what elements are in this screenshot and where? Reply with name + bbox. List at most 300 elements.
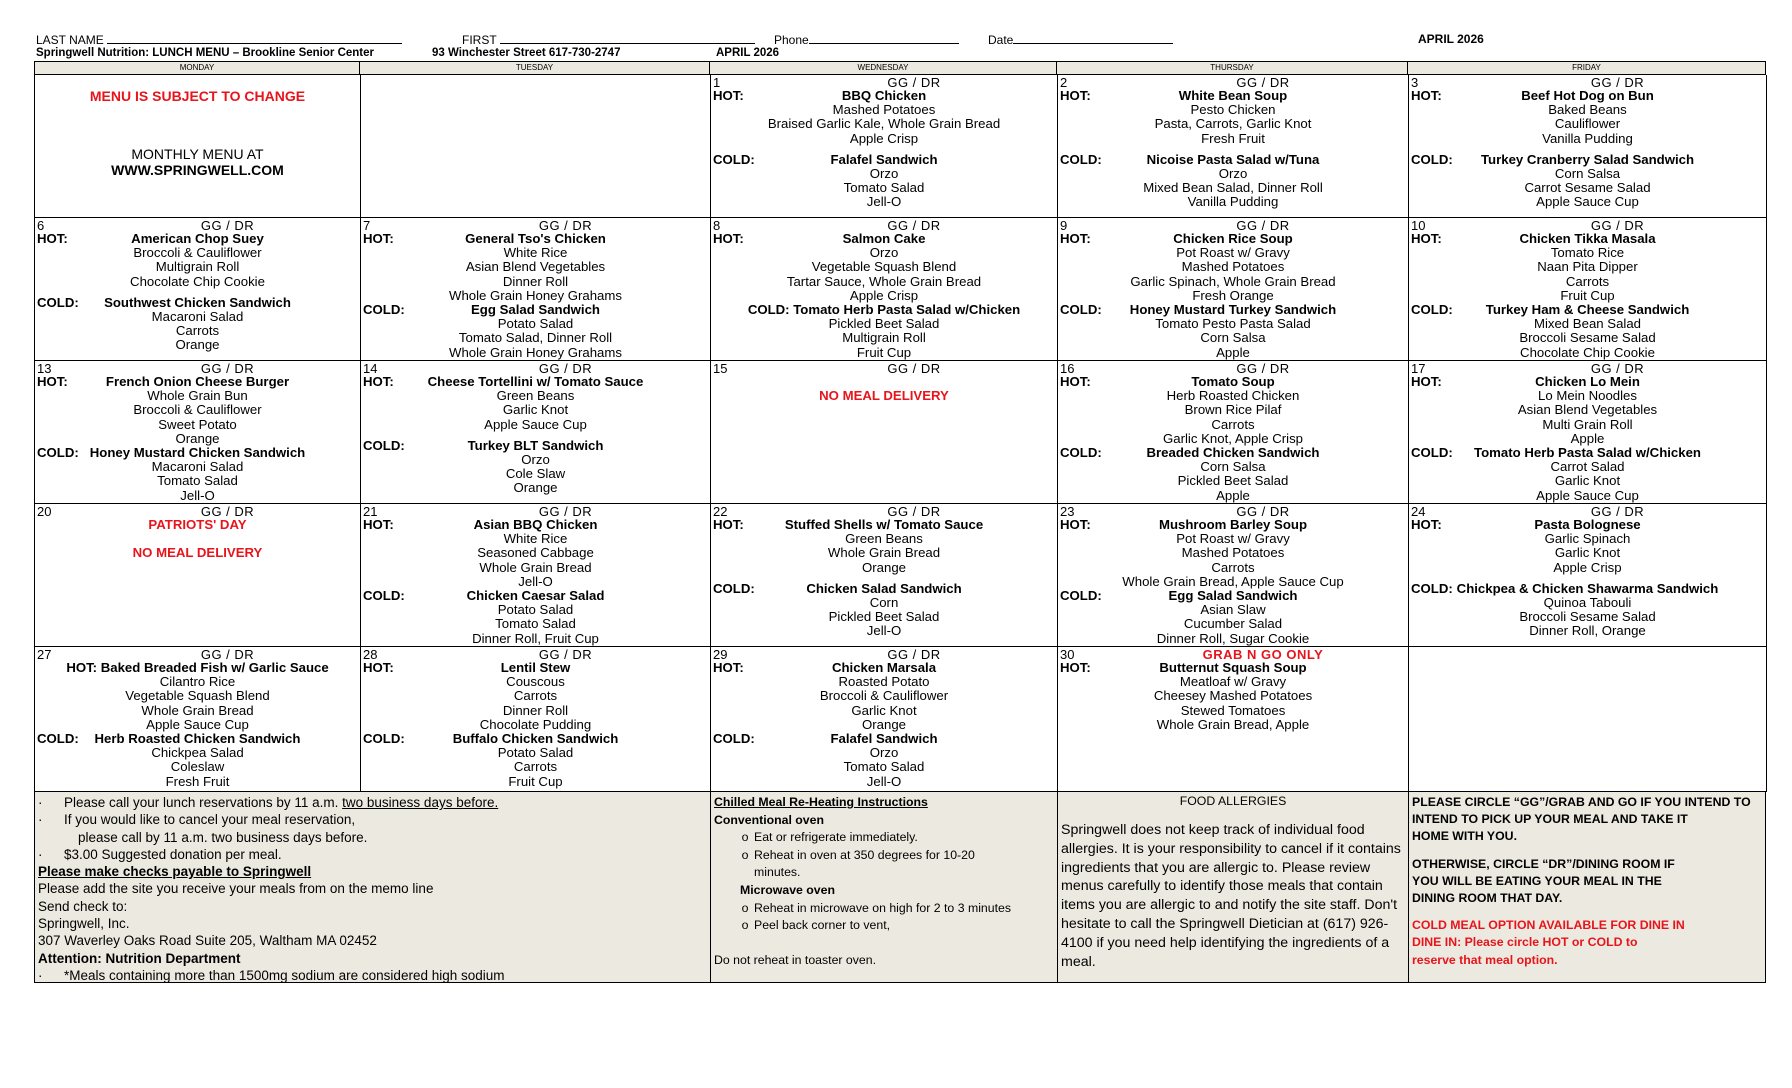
gg-dr-selector[interactable]: GG / DR	[1236, 75, 1290, 90]
menu-items	[361, 518, 710, 646]
menu-item	[711, 596, 1057, 610]
menu-item	[1409, 167, 1766, 181]
day-number: 3	[1411, 75, 1419, 90]
menu-item-text: Corn Salsa	[1200, 330, 1266, 346]
hot-label[interactable]: HOT:	[713, 88, 744, 103]
cold-label[interactable]: COLD:	[37, 294, 79, 310]
first-name-field[interactable]	[462, 32, 755, 47]
menu-item-text: Pickled Beet Salad	[1177, 473, 1289, 489]
menu-item	[1409, 132, 1766, 146]
cold-label[interactable]: COLD:	[713, 730, 755, 746]
day-cell-thursday	[1058, 218, 1409, 361]
menu-item	[361, 260, 710, 274]
menu-item	[711, 675, 1057, 689]
menu-items	[1409, 375, 1766, 503]
menu-item	[1058, 418, 1408, 432]
gg-dr-selector[interactable]: GG / DR	[538, 504, 593, 519]
hot-entree	[711, 518, 1057, 532]
menu-item-text: Falafel Sandwich	[830, 151, 938, 167]
gg-dr-selector[interactable]: GG / DR	[200, 361, 255, 376]
hot-entree	[1409, 89, 1766, 103]
menu-item-text: Sweet Potato	[158, 416, 237, 432]
attention-line: Attention: Nutrition Department	[38, 950, 241, 966]
menu-item	[35, 746, 360, 760]
menu-item	[711, 117, 1057, 131]
menu-item-text: Carrots	[1211, 416, 1255, 432]
menu-item-text: Orange	[862, 559, 906, 575]
menu-item-text: Vegetable Squash Blend	[125, 688, 270, 704]
hot-label[interactable]: HOT:	[713, 231, 744, 246]
hot-entree	[711, 89, 1057, 103]
day-cell-tuesday	[361, 218, 711, 361]
hot-entree	[1058, 375, 1408, 389]
menu-item-text: Orange	[862, 716, 906, 732]
menu-item-text: Cheese Tortellini w/ Tomato Sauce	[427, 374, 644, 389]
menu-item-text: Chocolate Chip Cookie	[1520, 344, 1655, 360]
menu-item-text: Orange	[175, 337, 220, 353]
menu-item	[711, 181, 1057, 195]
cold-label[interactable]: COLD:	[713, 151, 755, 167]
cold-label[interactable]: COLD:	[1411, 444, 1453, 460]
menu-item-text: Chicken Marsala	[831, 660, 937, 675]
menu-item-text: Carrots	[513, 688, 558, 704]
menu-item-text: Salmon Cake	[842, 231, 926, 246]
menu-item	[361, 617, 710, 631]
circle-dr-line-2: YOU WILL BE EATING YOUR MEAL IN THE	[1412, 873, 1662, 888]
day-number: 24	[1411, 504, 1426, 519]
cold-label[interactable]: COLD:	[363, 730, 405, 746]
day-number: 2	[1060, 75, 1068, 90]
gg-dr-selector[interactable]: GG / DR	[200, 647, 255, 662]
menu-item-text: Tartar Sauce, Whole Grain Bread	[786, 273, 982, 289]
first-name-line[interactable]	[500, 32, 755, 44]
menu-item-text: Broccoli & Cauliflower	[133, 245, 262, 261]
weekday-header-row	[34, 62, 1766, 75]
menu-item	[1058, 181, 1408, 195]
menu-item	[1058, 460, 1408, 474]
date-line[interactable]	[1013, 32, 1173, 44]
menu-item-text: Turkey Ham & Cheese Sandwich	[1485, 301, 1690, 317]
gg-dr-selector[interactable]: GG / DR	[1236, 218, 1290, 233]
menu-item-text: Multigrain Roll	[842, 330, 926, 346]
day-number: 16	[1060, 361, 1075, 376]
menu-item-text: Tomato Soup	[1191, 374, 1275, 389]
footer-info-panel	[34, 792, 1766, 983]
menu-item	[1409, 489, 1766, 503]
menu-item-text: Chicken Rice Soup	[1173, 231, 1293, 246]
menu-item	[361, 746, 710, 760]
hot-entree	[361, 518, 710, 532]
menu-item-text: Dinner Roll	[502, 702, 569, 718]
cold-entree	[1058, 446, 1408, 460]
first-name-label: FIRST	[462, 33, 497, 47]
day-number: 23	[1060, 504, 1075, 519]
menu-item-text: Pot Roast w/ Gravy	[1176, 531, 1290, 547]
menu-item-text: Potato Salad	[497, 745, 574, 761]
menu-item	[711, 167, 1057, 181]
circle-dr-line-1: OTHERWISE, CIRCLE “DR”/DINING ROOM IF	[1412, 856, 1675, 871]
hot-label[interactable]: HOT:	[1060, 88, 1091, 103]
toaster-warning: Do not reheat in toaster oven.	[714, 952, 877, 967]
hot-entree	[1058, 89, 1408, 103]
menu-item	[1058, 474, 1408, 488]
menu-item	[361, 546, 710, 560]
gg-dr-selector[interactable]: GG / DR	[1236, 361, 1290, 376]
cold-entree	[1058, 589, 1408, 603]
hot-label[interactable]: HOT:	[713, 660, 744, 675]
menu-item	[35, 338, 360, 352]
month-label: APRIL 2026	[716, 47, 780, 59]
menu-item-text: Potato Salad	[497, 316, 574, 332]
menu-item-text: Jell-O	[866, 194, 902, 210]
menu-item	[1058, 246, 1408, 260]
menu-item-text: Dinner Roll, Fruit Cup	[472, 630, 599, 646]
hot-label[interactable]: HOT:	[1060, 660, 1091, 675]
menu-item	[1058, 331, 1408, 345]
menu-item-text: Mashed Potatoes	[1181, 545, 1285, 561]
gg-dr-selector[interactable]: GG / DR	[887, 647, 941, 662]
menu-item-text: Broccoli & Cauliflower	[819, 688, 949, 704]
menu-item	[1058, 603, 1408, 617]
hot-label[interactable]: HOT:	[1411, 231, 1442, 246]
menu-item	[711, 317, 1057, 331]
menu-item-text: Asian Blend Vegetables	[465, 259, 606, 275]
menu-item-text: Cilantro Rice	[159, 674, 236, 690]
menu-item-text: Stuffed Shells w/ Tomato Sauce	[784, 517, 984, 532]
hot-label[interactable]: HOT:	[363, 231, 394, 246]
menu-items	[1058, 232, 1408, 360]
last-name-line[interactable]	[107, 32, 402, 44]
menu-item-text: Vanilla Pudding	[1187, 194, 1279, 210]
day-number: 15	[713, 361, 728, 376]
menu-item	[1058, 704, 1408, 718]
phone-line[interactable]	[809, 32, 959, 44]
day-number: 8	[713, 218, 721, 233]
cancel-deadline-text: please call by 11 a.m. two business days before.	[78, 829, 368, 845]
menu-item	[361, 346, 710, 360]
menu-item-text: Green Beans	[496, 388, 575, 404]
menu-item-text: Mixed Bean Salad, Dinner Roll	[1143, 180, 1323, 196]
menu-item	[361, 331, 710, 345]
hot-label[interactable]: HOT:	[1411, 88, 1442, 103]
menu-item	[1058, 117, 1408, 131]
day-header-wednesday: WEDNESDAY	[710, 62, 1057, 74]
menu-item	[1058, 432, 1408, 446]
menu-item-text: Honey Mustard Chicken Sandwich	[89, 444, 306, 460]
menu-item-text: Stewed Tomatoes	[1180, 702, 1286, 718]
cold-label[interactable]: COLD:	[37, 444, 79, 460]
gg-dr-selector[interactable]: GG / DR	[1236, 504, 1290, 519]
menu-item-text: Carrots	[1211, 559, 1255, 575]
menu-item-text: Buffalo Chicken Sandwich	[452, 730, 619, 746]
menu-item-text: Fruit Cup	[508, 773, 563, 789]
circle-gg-line-3: HOME WITH YOU.	[1412, 829, 1517, 844]
menu-item-text: Asian BBQ Chicken	[473, 517, 598, 532]
hot-label[interactable]: HOT:	[37, 231, 68, 246]
website-link[interactable]: WWW.SPRINGWELL.COM	[111, 162, 284, 178]
cold-entree	[361, 303, 710, 317]
menu-items	[1409, 232, 1766, 360]
menu-item-text: Couscous	[506, 674, 565, 690]
menu-item-text: Whole Grain Bread	[479, 559, 592, 575]
day-header-friday: FRIDAY	[1408, 62, 1766, 74]
menu-item	[1058, 675, 1408, 689]
day-number: 1	[713, 75, 721, 90]
phone-field[interactable]	[774, 32, 959, 47]
gg-dr-selector[interactable]: GG / DR	[200, 218, 255, 233]
menu-item	[35, 704, 360, 718]
gg-dr-selector[interactable]: GG / DR	[538, 361, 593, 376]
menu-item	[361, 389, 710, 403]
menu-item-text: Fresh Fruit	[1201, 130, 1265, 146]
hot-entree	[35, 232, 360, 246]
menu-item-text: Braised Garlic Kale, Whole Grain Bread	[767, 116, 1001, 132]
hot-entree	[361, 375, 710, 389]
gg-dr-selector[interactable]: GG / DR	[1590, 361, 1645, 376]
cold-label[interactable]: COLD:	[37, 730, 79, 746]
menu-item	[361, 632, 710, 646]
hot-label[interactable]: HOT:	[713, 517, 744, 532]
menu-items	[361, 232, 710, 360]
menu-item	[1409, 246, 1766, 260]
menu-item	[35, 474, 360, 488]
menu-item	[361, 704, 710, 718]
menu-item	[1409, 317, 1766, 331]
menu-item	[711, 260, 1057, 274]
hot-label[interactable]: HOT:	[1060, 231, 1091, 246]
org-address: 307 Waverley Oaks Road Suite 205, Waltham MA 02452	[38, 933, 377, 949]
hot-entree	[361, 661, 710, 675]
holiday-label: PATRIOTS' DAY	[148, 517, 247, 532]
micro-step-1: Reheat in microwave on high for 2 to 3 minutes	[754, 900, 1012, 915]
cold-label[interactable]: COLD:	[363, 301, 405, 317]
day-number: 28	[363, 647, 378, 662]
hot-label[interactable]: HOT:	[1060, 517, 1091, 532]
gg-dr-selector[interactable]: GG / DR	[887, 75, 941, 90]
cold-label[interactable]: COLD:	[1060, 301, 1102, 317]
last-name-field[interactable]	[36, 32, 402, 47]
menu-item-text: Pasta Bolognese	[1534, 517, 1641, 532]
menu-item-text: Apple Sauce Cup	[1536, 194, 1639, 210]
hot-label[interactable]: HOT:	[1411, 517, 1442, 532]
menu-item-text: Lentil Stew	[500, 660, 571, 675]
menu-item-text: Apple	[1570, 430, 1605, 446]
cancel-info-text: If you would like to cancel your meal reservation,	[64, 812, 356, 828]
menu-item-text: Pot Roast w/ Gravy	[1176, 245, 1290, 261]
menu-item-text: Orange	[513, 480, 558, 496]
gg-dr-selector[interactable]: GG / DR	[887, 361, 941, 376]
cold-label[interactable]: COLD:	[1060, 444, 1102, 460]
menu-item-text: Orange	[175, 430, 220, 446]
menu-item	[711, 132, 1057, 146]
hot-entree	[1058, 232, 1408, 246]
day-cell-tuesday	[361, 647, 711, 792]
menu-item-text: Chocolate Chip Cookie	[130, 273, 265, 289]
menu-item	[1409, 610, 1766, 624]
gg-dr-selector[interactable]: GG / DR	[1590, 75, 1645, 90]
circle-bullet-icon: o	[741, 847, 749, 862]
menu-items	[35, 661, 360, 789]
conv-step-2: Reheat in oven at 350 degrees for 10-20	[754, 847, 975, 862]
menu-item-text: Tomato Salad	[843, 759, 925, 775]
menu-item	[35, 418, 360, 432]
org-line: Springwell Nutrition: LUNCH MENU – Brookline Senior Center	[36, 47, 374, 59]
day-number: 30	[1060, 647, 1075, 662]
menu-item-text: Apple Crisp	[1553, 559, 1622, 575]
cold-label[interactable]: COLD:	[1060, 587, 1102, 603]
menu-item	[1058, 546, 1408, 560]
menu-item	[35, 760, 360, 774]
cold-entree	[35, 732, 360, 746]
menu-item-text: Whole Grain Bread	[827, 545, 941, 561]
menu-item-text: Orzo	[1218, 165, 1248, 181]
menu-item	[1409, 389, 1766, 403]
menu-item	[361, 760, 710, 774]
hot-label[interactable]: HOT:	[363, 374, 394, 389]
monthly-menu-label: MONTHLY MENU AT	[131, 146, 264, 162]
gg-dr-selector[interactable]: GG / DR	[1590, 504, 1645, 519]
micro-step-2: Peel back corner to vent,	[754, 918, 891, 933]
menu-item	[35, 775, 360, 789]
menu-item	[1058, 561, 1408, 575]
menu-item	[361, 718, 710, 732]
menu-item-text: BBQ Chicken	[841, 88, 927, 103]
hot-label[interactable]: HOT:	[1060, 374, 1091, 389]
menu-item-text: Quinoa Tabouli	[1543, 594, 1632, 610]
menu-item	[35, 310, 360, 324]
menu-item	[1409, 546, 1766, 560]
menu-item-text: Herb Roasted Chicken	[1166, 388, 1300, 404]
cold-entree	[711, 732, 1057, 746]
day-number: 9	[1060, 218, 1068, 233]
menu-item-text: Roasted Potato	[838, 674, 930, 690]
day-number: 13	[37, 361, 52, 376]
menu-item-text: White Rice	[503, 531, 568, 547]
gg-dr-selector[interactable]: GG / DR	[200, 504, 255, 519]
menu-items	[361, 375, 710, 496]
menu-item	[711, 532, 1057, 546]
hot-label[interactable]: HOT:	[363, 660, 394, 675]
menu-item	[361, 403, 710, 417]
cold-label[interactable]: COLD:	[1411, 580, 1453, 596]
menu-item	[1409, 474, 1766, 488]
menu-item	[361, 289, 710, 303]
hot-label[interactable]: HOT:	[1411, 374, 1442, 389]
menu-item	[361, 453, 710, 467]
hot-entree	[1058, 518, 1408, 532]
menu-items	[711, 89, 1057, 210]
hot-entree	[1409, 518, 1766, 532]
day-cell-wednesday	[711, 504, 1058, 647]
cold-label[interactable]: COLD:	[713, 580, 755, 596]
cold-entree	[35, 446, 360, 460]
date-field[interactable]	[988, 32, 1173, 47]
menu-item-text: Coleslaw	[170, 759, 225, 775]
cold-entree	[1058, 303, 1408, 317]
menu-item-text: Multi Grain Roll	[1542, 416, 1633, 432]
hot-entree	[361, 232, 710, 246]
day-number: 7	[363, 218, 371, 233]
menu-item-text: Corn Salsa	[1554, 165, 1621, 181]
menu-item-text: Chickpea & Chicken Shawarma Sandwich	[1456, 580, 1719, 596]
menu-item	[35, 403, 360, 417]
menu-item	[361, 603, 710, 617]
gg-dr-selector[interactable]: GG / DR	[1590, 218, 1645, 233]
hot-label[interactable]: HOT:	[363, 517, 394, 532]
cold-label[interactable]: COLD:	[1060, 151, 1102, 167]
menu-item-text: Lo Mein Noodles	[1538, 388, 1637, 404]
menu-item-text: Garlic Spinach, Whole Grain Bread	[1130, 273, 1336, 289]
day-cell-wednesday	[711, 218, 1058, 361]
hot-label[interactable]: HOT:	[37, 374, 68, 389]
circle-bullet-icon: o	[741, 830, 749, 845]
menu-item-text: Chocolate Pudding	[479, 716, 592, 732]
menu-item-text: Multigrain Roll	[155, 259, 240, 275]
menu-item-text: Apple Sauce Cup	[146, 716, 249, 732]
menu-item	[1058, 289, 1408, 303]
menu-items	[711, 232, 1057, 360]
menu-item-text: Dinner Roll, Sugar Cookie	[1156, 630, 1310, 646]
reservation-info: · Please call your lunch reservations by 11 a.m. two business days before. · If you would like to cancel your meal reservation, please call by 11 a.m. two business days before. · $3.00 Suggested donation per meal. Please make checks payable to Springwell Please add the site you receive your meals from on the memo line Send check to: Springwell, Inc. 307 Waverley Oaks Road Suite 205, Waltham MA 02452 Attention: Nutrition Department · *Meals containing more than 1500mg sodium are considered high sodium	[35, 792, 711, 982]
gg-dr-selector[interactable]: GG / DR	[887, 218, 941, 233]
day-cell-friday	[1409, 75, 1767, 218]
gg-dr-selector[interactable]: GG / DR	[538, 218, 593, 233]
menu-item	[711, 704, 1057, 718]
day-cell-friday	[1409, 218, 1767, 361]
menu-item-text: Dinner Roll	[502, 273, 569, 289]
menu-item-text: Garlic Knot	[502, 402, 569, 418]
menu-item-text: Tomato Salad, Dinner Roll	[458, 330, 613, 346]
day-cell-wednesday	[711, 75, 1058, 218]
menu-item	[1058, 346, 1408, 360]
gg-dr-selector[interactable]: GG / DR	[887, 504, 941, 519]
menu-item-text: Garlic Knot	[1554, 545, 1621, 561]
menu-item	[1409, 331, 1766, 345]
day-cell-thursday	[1058, 647, 1409, 792]
cold-label[interactable]: COLD:	[363, 437, 405, 453]
menu-item-text: Falafel Sandwich	[830, 730, 938, 746]
day-cell-thursday	[1058, 361, 1409, 504]
cold-label[interactable]: COLD:	[363, 587, 405, 603]
menu-item	[1058, 403, 1408, 417]
day-cell-monday	[35, 75, 361, 218]
day-number: 27	[37, 647, 52, 662]
menu-item	[1409, 403, 1766, 417]
day-header-thursday: THURSDAY	[1057, 62, 1408, 74]
menu-item	[711, 718, 1057, 732]
cold-label[interactable]: COLD:	[1411, 151, 1453, 167]
menu-item-text: Orzo	[869, 165, 899, 181]
circle-dr-line-3: DINING ROOM THAT DAY.	[1412, 891, 1563, 906]
day-cell-tuesday	[361, 504, 711, 647]
menu-item	[1409, 432, 1766, 446]
menu-item	[1058, 617, 1408, 631]
conv-step-2-cont: minutes.	[754, 865, 801, 880]
menu-item-text: Whole Grain Bread, Apple	[1156, 716, 1310, 732]
microwave-heading: Microwave oven	[740, 882, 835, 897]
circle-bullet-icon: o	[741, 900, 749, 915]
menu-item	[361, 418, 710, 432]
menu-item-text: Turkey BLT Sandwich	[467, 437, 604, 453]
menu-item-text: Tomato Rice	[1550, 245, 1625, 261]
site-address: 93 Winchester Street 617-730-2747	[432, 47, 621, 59]
cold-label[interactable]: COLD:	[1411, 301, 1453, 317]
menu-item	[711, 775, 1057, 789]
gg-dr-selector[interactable]: GG / DR	[538, 647, 593, 662]
menu-item-text: Southwest Chicken Sandwich	[104, 294, 291, 310]
menu-item	[711, 103, 1057, 117]
menu-item-text: Tomato Salad	[843, 180, 925, 196]
